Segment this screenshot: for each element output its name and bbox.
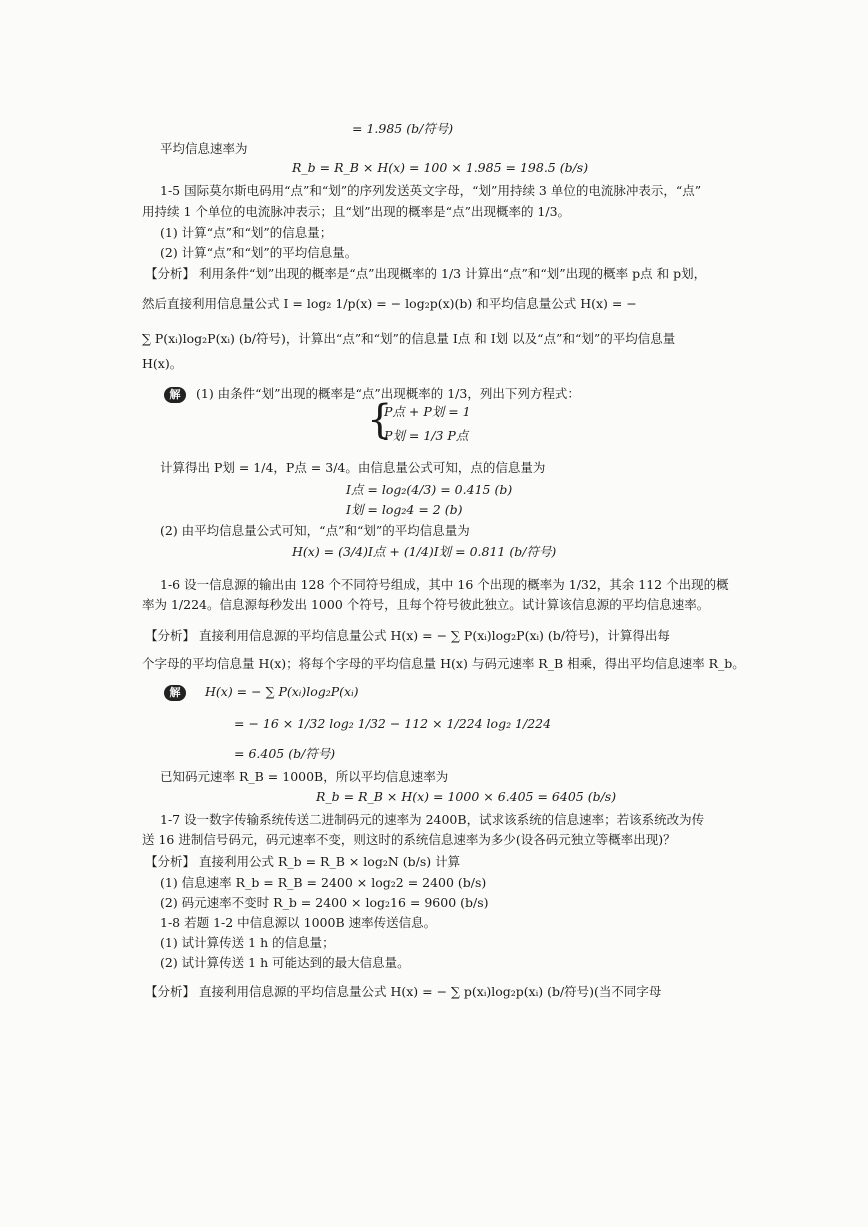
problem-1-7: 1-7 设一数字传输系统传送二进制码元的速率为 2400B，试求该系统的信息速率；若该系统改为传 [160,812,705,827]
analysis-line: 【分析】 利用条件“划”出现的概率是“点”出现概率的 1/3 计算出“点”和“划”出现的概率 p点 和 p划， [145,266,707,281]
text-line: (1) 试计算传送 1 h 的信息量； [160,935,335,950]
analysis-line: 【分析】 直接利用公式 R_b = R_B × log₂N (b/s) 计算 [145,854,461,869]
text-line: H(x)。 [142,356,183,371]
solution-badge: 解 [164,386,186,403]
brace-symbol: { [367,397,393,443]
text-line: 已知码元速率 R_B = 1000B，所以平均信息速率为 [160,769,449,784]
problem-1-6: 1-6 设一信息源的输出由 128 个不同符号组成，其中 16 个出现的概率为 1/32，其余 112 个出现的概 [160,577,729,592]
text-line: = 1.985 (b/符号) [352,121,454,136]
equation: I划 = log₂4 = 2 (b) [346,502,463,517]
analysis-line: 【分析】 直接利用信息源的平均信息量公式 H(x) = − ∑ p(xᵢ)log₂p(xᵢ) (b/符号)(当不同字母 [145,984,662,999]
analysis-line: 【分析】 直接利用信息源的平均信息量公式 H(x) = − ∑ P(xᵢ)log₂P(xᵢ) (b/符号)，计算得出每 [145,628,670,643]
text-line: 然后直接利用信息量公式 I = log₂ 1/p(x) = − log₂p(x)(b) 和平均信息量公式 H(x) = − [142,296,637,311]
text-line: (2) 试计算传送 1 h 可能达到的最大信息量。 [160,955,410,970]
text-line: (1) 计算“点”和“划”的信息量； [160,225,333,240]
equation: = 6.405 (b/符号) [234,746,336,761]
text-line: (1) 由条件“划”出现的概率是“点”出现概率的 1/3，列出下列方程式： [196,386,580,401]
equation: I点 = log₂(4/3) = 0.415 (b) [346,482,513,497]
equation: P划 = 1/3 P点 [384,428,469,443]
text-line: R_b = R_B × H(x) = 100 × 1.985 = 198.5 (b/s) [292,160,589,175]
text-line: (2) 由平均信息量公式可知，“点”和“划”的平均信息量为 [160,523,470,538]
text-line: 送 16 进制信号码元，码元速率不变，则这时的系统信息速率为多少(设各码元独立等概率出现)？ [142,832,676,847]
equation: R_b = R_B × H(x) = 1000 × 6.405 = 6405 (b/s) [316,789,617,804]
text-line: 计算得出 P划 = 1/4，P点 = 3/4。由信息量公式可知，点的信息量为 [160,460,546,475]
equation: H(x) = − ∑ P(xᵢ)log₂P(xᵢ) [205,684,359,699]
text-line: 个字母的平均信息量 H(x)；将每个字母的平均信息量 H(x) 与码元速率 R_B 相乘，得出平均信息速率 R_b。 [142,656,745,671]
text-line: (2) 计算“点”和“划”的平均信息量。 [160,245,358,260]
text-line: 平均信息速率为 [160,141,248,156]
problem-1-8: 1-8 若题 1-2 中信息源以 1000B 速率传送信息。 [160,915,437,930]
text-line: (1) 信息速率 R_b = R_B = 2400 × log₂2 = 2400 (b/s) [160,875,487,890]
text-line: (2) 码元速率不变时 R_b = 2400 × log₂16 = 9600 (b/s) [160,895,489,910]
text-line: 用持续 1 个单位的电流脉冲表示；且“划”出现的概率是“点”出现概率的 1/3。 [142,204,571,219]
equation: P点 + P划 = 1 [384,404,471,419]
solution-badge: 解 [164,684,186,701]
equation: H(x) = (3/4)I点 + (1/4)I划 = 0.811 (b/符号) [292,544,557,559]
equation: = − 16 × 1/32 log₂ 1/32 − 112 × 1/224 log₂ 1/224 [234,716,552,731]
text-line: ∑ P(xᵢ)log₂P(xᵢ) (b/符号)，计算出“点”和“划”的信息量 I点 和 I划 以及“点”和“划”的平均信息量 [142,331,676,346]
text-line: 率为 1/224。信息源每秒发出 1000 个符号，且每个符号彼此独立。试计算该信息源的平均信息速率。 [142,597,710,612]
problem-1-5: 1-5 国际莫尔斯电码用“点”和“划”的序列发送英文字母，“划”用持续 3 单位的电流脉冲表示，“点” [160,183,702,198]
